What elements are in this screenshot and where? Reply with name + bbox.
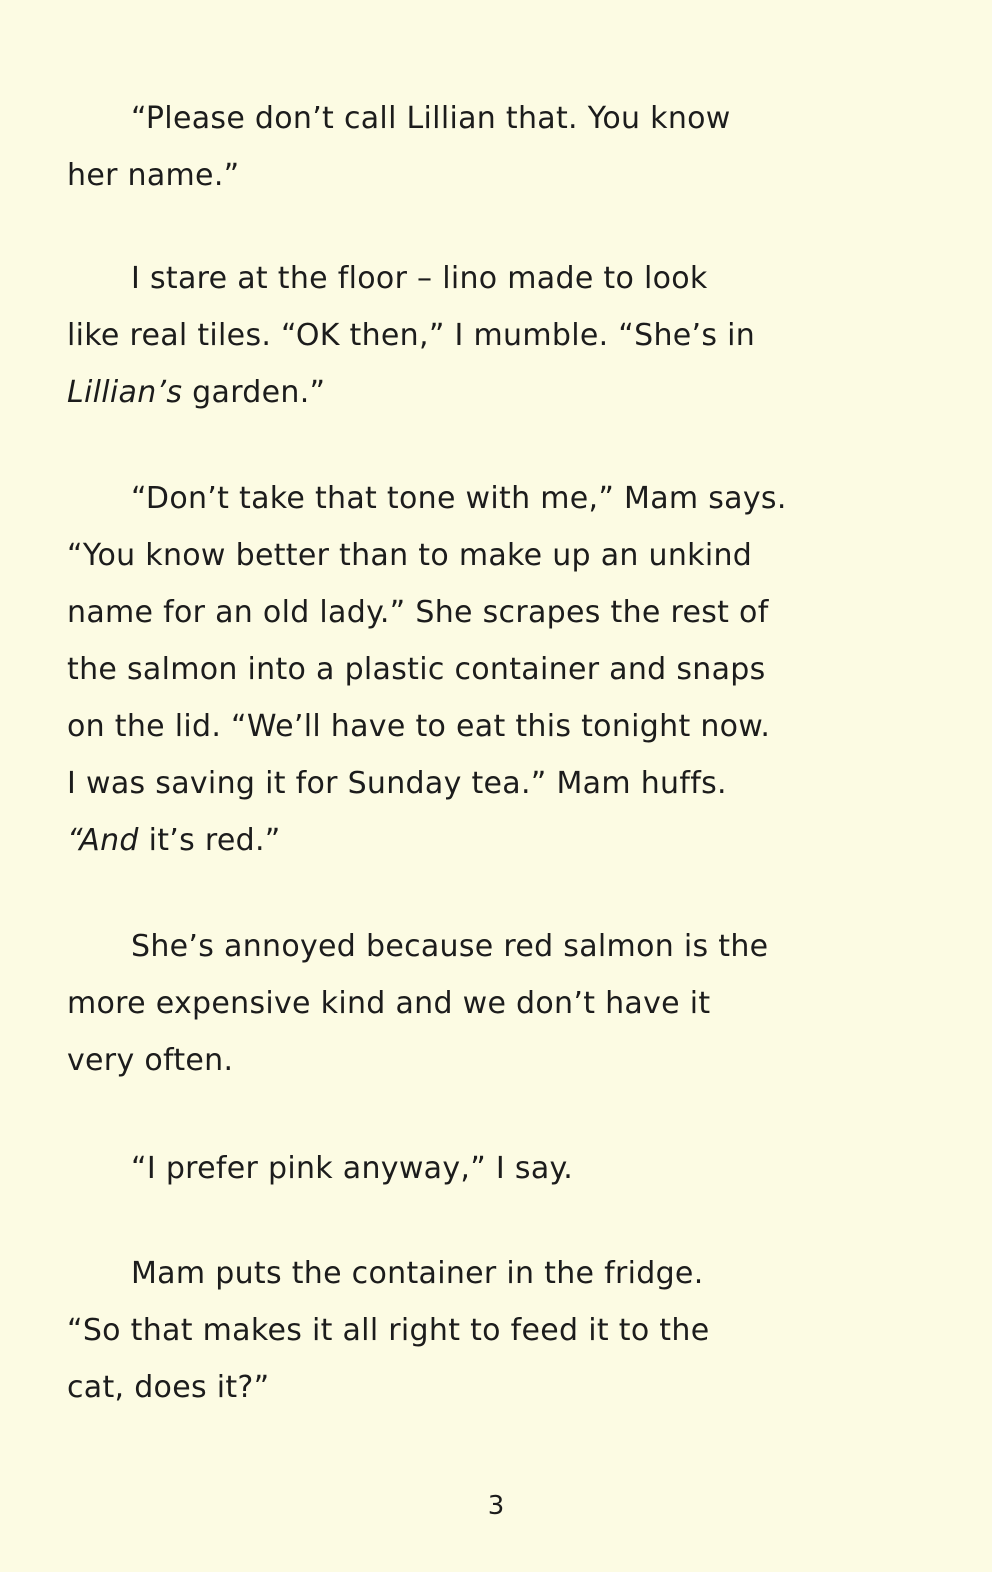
text-line: more expensive kind and we don’t have it	[67, 986, 711, 1021]
paragraph-5	[67, 1140, 907, 1197]
text-line: cat, does it?”	[67, 1370, 270, 1405]
text-line: “I prefer pink anyway,” I say.	[131, 1151, 574, 1186]
text-run: it’s red.”	[138, 823, 281, 858]
text-line: I stare at the floor – lino made to look	[131, 261, 708, 296]
text-line: like real tiles. “OK then,” I mumble. “She’s in	[67, 318, 756, 353]
text-line: “Don’t take that tone with me,” Mam says.	[131, 481, 787, 516]
text-run: garden.”	[182, 375, 326, 410]
paragraph-6	[67, 1245, 907, 1416]
text-line: very often.	[67, 1043, 234, 1078]
text-line	[67, 364, 907, 421]
text-line	[67, 812, 907, 869]
italic-text: Lillian’s	[67, 375, 183, 410]
text-line: “Please don’t call Lillian that. You know	[131, 101, 731, 136]
italic-text: “And	[67, 823, 139, 858]
paragraph-3	[67, 470, 907, 869]
paragraph-1	[67, 90, 907, 204]
text-line: Mam puts the container in the fridge.	[131, 1256, 704, 1291]
text-line: “So that makes it all right to feed it to the	[67, 1313, 710, 1348]
text-line: “You know better than to make up an unkind	[67, 538, 753, 573]
text-line: I was saving it for Sunday tea.” Mam huffs.	[67, 766, 727, 801]
text-line: her name.”	[67, 158, 240, 193]
text-line: the salmon into a plastic container and snaps	[67, 652, 766, 687]
page-number: 3	[487, 1491, 505, 1521]
paragraph-4	[67, 918, 907, 1089]
paragraph-2	[67, 250, 907, 421]
text-line: She’s annoyed because red salmon is the	[131, 929, 769, 964]
text-line: on the lid. “We’ll have to eat this tonight now.	[67, 709, 771, 744]
text-line: name for an old lady.” She scrapes the rest of	[67, 595, 769, 630]
